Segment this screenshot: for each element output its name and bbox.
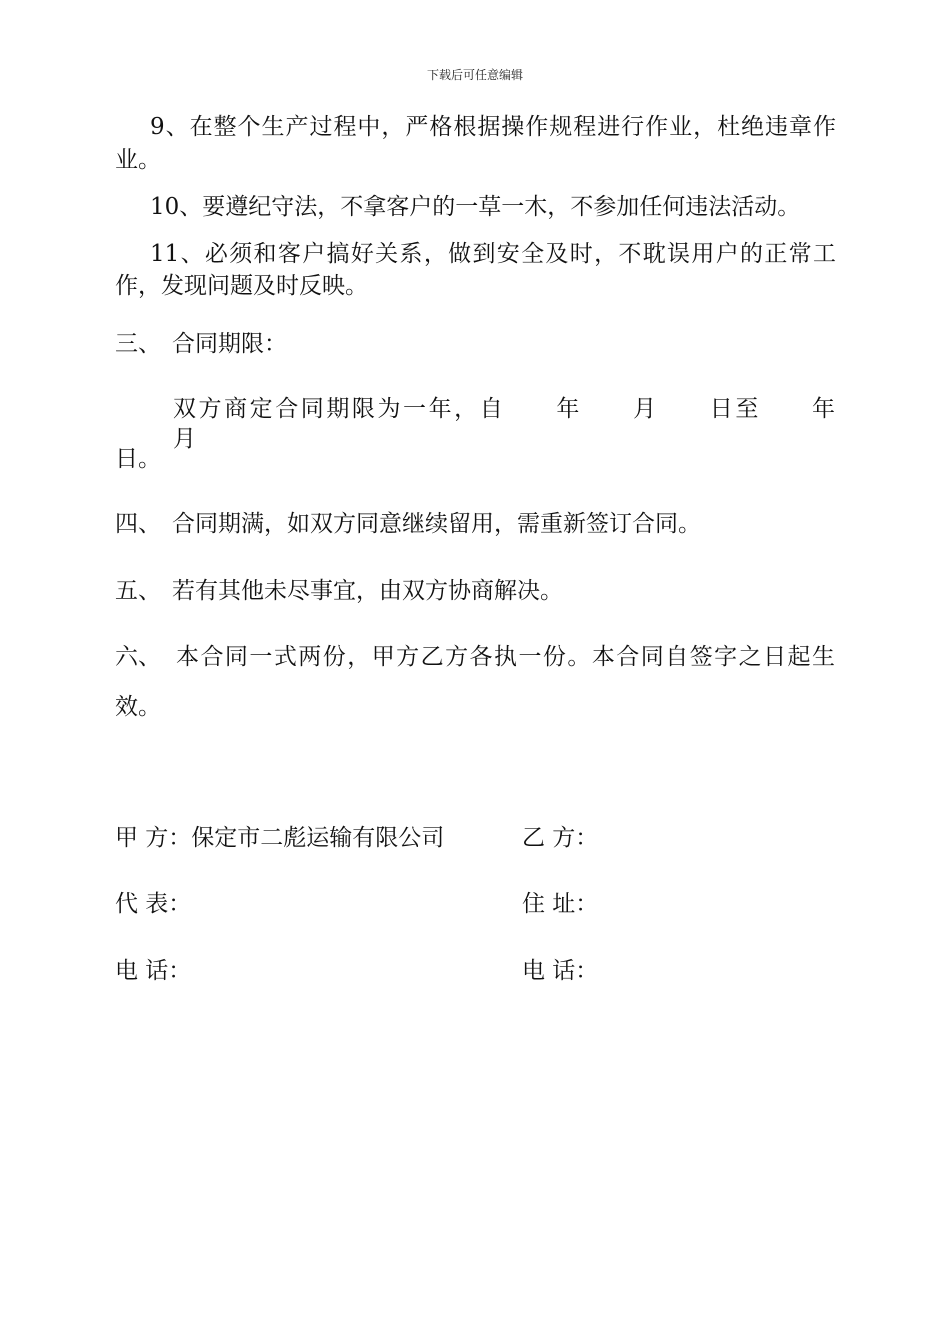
section-3-body-line-2: 日。 [115, 446, 161, 472]
section-3-body-line-1: 双方商定合同期限为一年，自 年 月 日至 年 月 [173, 396, 881, 452]
section-4-text: 合同期满，如双方同意继续留用，需重新签订合同。 [172, 511, 701, 537]
section-4-number: 四、 [115, 511, 161, 537]
section-3-number: 三、 [115, 331, 161, 357]
party-a-phone-label: 电 话： [115, 958, 192, 984]
section-6-number: 六、 [115, 644, 161, 670]
section-6-line-1 [115, 642, 835, 672]
clause-11-line-1: 11、必须和客户搞好关系，做到安全及时，不耽误用户的正常工 [150, 241, 836, 267]
section-6-text-line-1: 本合同一式两份，甲方乙方各执一份。本合同自签字之日起生 [176, 644, 835, 670]
party-b-phone-label: 电 话： [522, 958, 599, 984]
section-3-title: 合同期限： [172, 331, 287, 357]
section-5 [115, 576, 563, 606]
clause-9-line-2: 业。 [115, 147, 161, 173]
clause-9-line-1: 9、在整个生产过程中，严格根据操作规程进行作业，杜绝违章作 [150, 114, 836, 140]
section-4 [115, 509, 701, 539]
page-header-note: 下载后可任意编辑 [426, 68, 523, 82]
section-5-number: 五、 [115, 578, 161, 604]
clause-11-line-2: 作，发现问题及时反映。 [115, 273, 368, 299]
representative-label: 代 表： [115, 891, 192, 917]
section-5-text: 若有其他未尽事宜，由双方协商解决。 [172, 578, 563, 604]
section-6-line-2: 效。 [115, 694, 161, 720]
party-b-label: 乙 方： [522, 825, 599, 851]
address-label: 住 址： [522, 891, 599, 917]
section-3-heading [115, 329, 287, 359]
clause-10: 10、要遵纪守法，不拿客户的一草一木，不参加任何违法活动。 [150, 194, 801, 220]
party-a-label: 甲 方：保定市二彪运输有限公司 [115, 825, 445, 851]
